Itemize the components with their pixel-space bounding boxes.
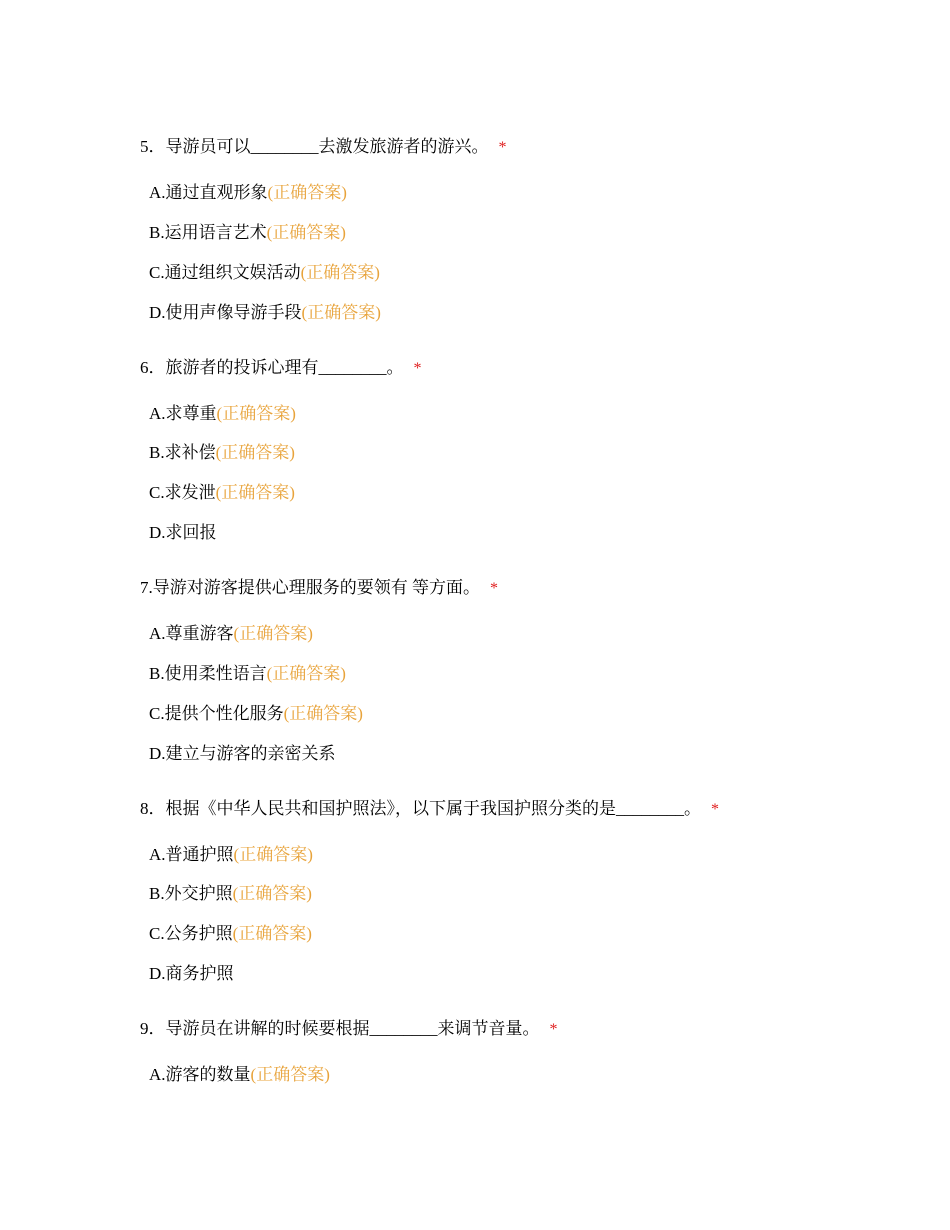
correct-answer-tag: (正确答案) — [216, 404, 296, 423]
option-item — [149, 1064, 330, 1086]
required-mark: * — [498, 139, 507, 156]
option-text: B.运用语言艺术 — [149, 223, 267, 242]
correct-answer-tag: (正确答案) — [215, 443, 295, 462]
correct-answer-tag: (正确答案) — [215, 483, 295, 502]
correct-answer-tag: (正确答案) — [267, 183, 347, 202]
required-mark: * — [711, 801, 719, 818]
option-item — [149, 482, 295, 504]
correct-answer-tag: (正确答案) — [250, 1065, 330, 1084]
option-item — [149, 883, 312, 905]
option-text: D.求回报 — [149, 523, 217, 542]
option-item — [149, 302, 381, 324]
option-text: D.建立与游客的亲密关系 — [149, 744, 336, 763]
option-text: B.求补偿 — [149, 443, 216, 462]
option-text: D.使用声像导游手段 — [149, 303, 302, 322]
option-text: A.通过直观形象 — [149, 183, 268, 202]
correct-answer-tag: (正确答案) — [300, 263, 380, 282]
option-item — [149, 623, 313, 645]
option-item — [149, 522, 217, 544]
option-item — [149, 703, 363, 725]
question-title — [140, 136, 507, 159]
option-text: C.公务护照 — [149, 924, 233, 943]
option-item — [149, 442, 295, 464]
correct-answer-tag: (正确答案) — [232, 884, 312, 903]
option-text: B.使用柔性语言 — [149, 664, 267, 683]
correct-answer-tag: (正确答案) — [283, 704, 363, 723]
option-text: A.游客的数量 — [149, 1065, 251, 1084]
option-item — [149, 182, 347, 204]
correct-answer-tag: (正确答案) — [233, 624, 313, 643]
option-text: B.外交护照 — [149, 884, 233, 903]
question-text: 8．根据《中华人民共和国护照法》，以下属于我国护照分类的是________。 — [140, 799, 701, 818]
option-item — [149, 262, 380, 284]
correct-answer-tag: (正确答案) — [266, 223, 346, 242]
question-text: 5．导游员可以________去激发旅游者的游兴。 — [140, 137, 489, 156]
question-title — [140, 798, 719, 821]
option-text: A.求尊重 — [149, 404, 217, 423]
question-title — [140, 357, 422, 380]
question-text: 7.导游对游客提供心理服务的要领有 等方面。 — [140, 578, 480, 597]
option-text: D.商务护照 — [149, 964, 234, 983]
option-text: A.尊重游客 — [149, 624, 234, 643]
option-item — [149, 923, 312, 945]
correct-answer-tag: (正确答案) — [233, 845, 313, 864]
question-title — [140, 1018, 558, 1041]
option-item — [149, 403, 296, 425]
option-item — [149, 222, 346, 244]
option-item — [149, 963, 234, 985]
required-mark: * — [413, 360, 422, 377]
question-text: 9．导游员在讲解的时候要根据________来调节音量。 — [140, 1019, 540, 1038]
required-mark: * — [490, 580, 498, 597]
required-mark: * — [549, 1021, 558, 1038]
option-text: C.提供个性化服务 — [149, 704, 284, 723]
option-item — [149, 743, 336, 765]
option-text: C.求发泄 — [149, 483, 216, 502]
question-text: 6．旅游者的投诉心理有________。 — [140, 358, 404, 377]
correct-answer-tag: (正确答案) — [266, 664, 346, 683]
option-item — [149, 844, 313, 866]
option-text: A.普通护照 — [149, 845, 234, 864]
option-item — [149, 663, 346, 685]
option-text: C.通过组织文娱活动 — [149, 263, 301, 282]
correct-answer-tag: (正确答案) — [232, 924, 312, 943]
correct-answer-tag: (正确答案) — [301, 303, 381, 322]
question-title — [140, 577, 498, 600]
